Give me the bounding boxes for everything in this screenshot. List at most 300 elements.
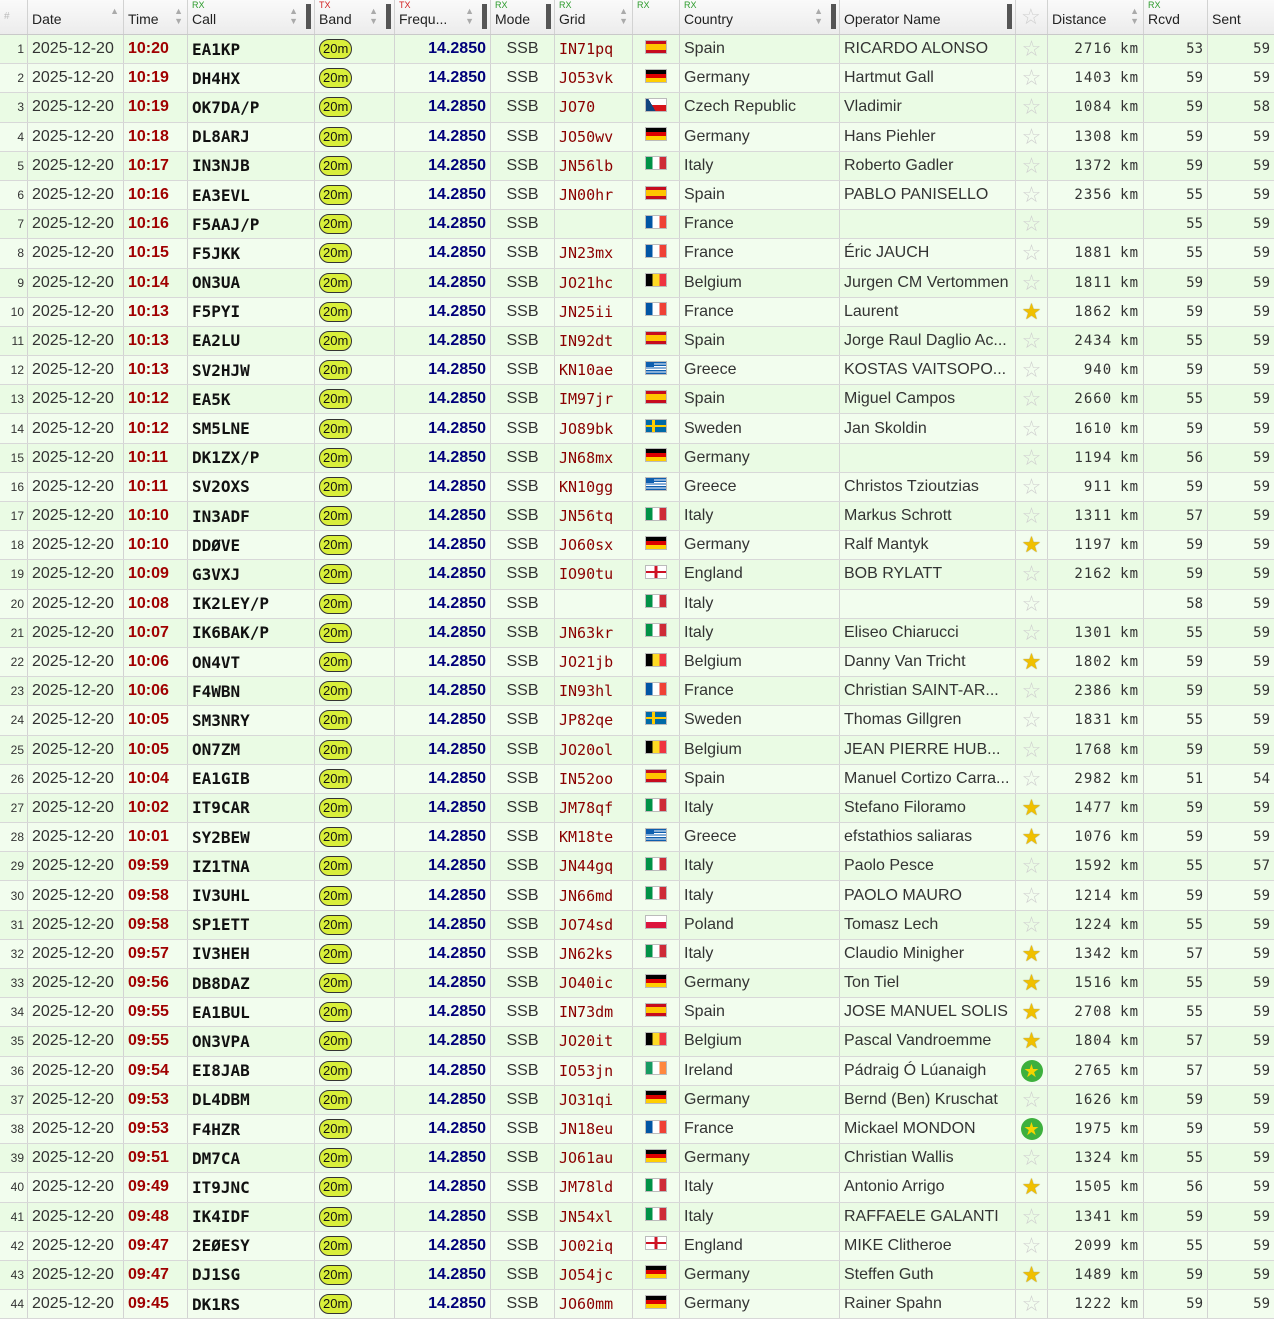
callsign-cell[interactable]: F5AAJ/P [188,210,315,238]
column-header-band[interactable]: TX Band ▲ ▼ [315,0,395,34]
frequency-cell: 14.2850 [395,1057,491,1085]
band-badge: 20m [319,944,352,964]
favorite-star-icon[interactable]: ★ [1021,970,1042,996]
band-badge: 20m [319,827,352,847]
table-row[interactable] [0,881,1274,910]
table-row[interactable] [0,385,1274,414]
favorite-cell[interactable] [1016,444,1048,472]
column-header-grid[interactable]: RX Grid ▲ ▼ [555,0,633,34]
band-cell [315,385,395,413]
callsign-cell[interactable]: F5PYI [188,298,315,326]
table-row[interactable] [0,327,1274,356]
distance-value: 1214 [1074,887,1113,904]
row-index: 41 [0,1203,28,1231]
favorite-star-empty-icon[interactable]: ☆ [1021,240,1042,266]
frequency-cell: 14.2850 [395,473,491,501]
sent-report-cell: 59 [1253,829,1270,846]
favorite-cell[interactable] [1016,1057,1048,1085]
band-cell [315,940,395,968]
favorite-cell[interactable] [1016,1203,1048,1231]
table-row[interactable] [0,414,1274,443]
callsign-cell[interactable]: EA1GIB [188,765,315,793]
favorite-cell[interactable] [1016,881,1048,909]
time-cell: 09:47 [124,1232,188,1260]
favorite-cell[interactable] [1016,969,1048,997]
favorite-cell[interactable] [1016,35,1048,63]
callsign-cell[interactable]: DK1ZX/P [188,444,315,472]
column-resize-handle[interactable] [1007,4,1012,29]
row-index: 9 [0,269,28,297]
favorite-cell[interactable] [1016,998,1048,1026]
column-header-country[interactable]: RX Country ▲ ▼ [680,0,840,34]
table-row[interactable] [0,1144,1274,1173]
favorite-star-icon[interactable]: ★ [1021,824,1042,850]
sort-icon[interactable]: ▲ ▼ [619,6,628,26]
favorite-star-empty-icon[interactable]: ☆ [1021,503,1042,529]
favorite-star-empty-icon[interactable]: ☆ [1021,736,1042,762]
callsign-cell[interactable]: DH4HX [188,64,315,92]
favorite-star-icon[interactable]: ★ [1021,794,1042,820]
flag-cell [633,852,680,880]
favorite-star-empty-icon[interactable]: ☆ [1021,327,1042,353]
favorite-star-icon[interactable]: ★ [1021,649,1042,675]
flag-cell [633,1144,680,1172]
germany-flag-icon [645,69,667,88]
band-cell [315,239,395,267]
favorite-star-empty-icon[interactable]: ☆ [1021,123,1042,149]
favorite-cell[interactable] [1016,1173,1048,1201]
favorite-cell[interactable] [1016,940,1048,968]
favorite-cell[interactable] [1016,706,1048,734]
operator-name-cell: JOSE MANUEL SOLIS [840,998,1016,1026]
callsign-cell[interactable]: EA2LU [188,327,315,355]
favorite-cell[interactable] [1016,181,1048,209]
favorite-cell[interactable] [1016,911,1048,939]
callsign-cell[interactable]: SY2BEW [188,823,315,851]
sort-asc-icon[interactable]: ▲ [110,6,119,16]
table-row[interactable] [0,239,1274,268]
callsign-cell[interactable]: EA5K [188,385,315,413]
favorite-star-empty-icon[interactable]: ☆ [1021,590,1042,616]
column-resize-handle[interactable] [386,4,391,29]
favorite-cell[interactable] [1016,1086,1048,1114]
callsign-cell[interactable]: DL4DBM [188,1086,315,1114]
favorite-cell[interactable] [1016,1115,1048,1143]
table-row[interactable] [0,911,1274,940]
frequency-cell: 14.2850 [395,93,491,121]
sort-icon[interactable]: ▲ ▼ [289,6,298,26]
germany-flag-icon [645,448,667,467]
callsign-cell[interactable]: DK1RS [188,1290,315,1318]
column-header-call[interactable]: RX Call ▲ ▼ [188,0,315,34]
table-row[interactable] [0,152,1274,181]
rcvd-report-cell: 59 [1144,298,1208,326]
favorite-cell[interactable] [1016,1027,1048,1055]
callsign-cell[interactable]: EA1KP [188,35,315,63]
callsign-cell[interactable]: IN3NJB [188,152,315,180]
favorite-star-empty-icon[interactable]: ☆ [1021,707,1042,733]
column-header-flag[interactable]: RX [633,0,680,34]
favorite-cell[interactable] [1016,298,1048,326]
row-index: 27 [0,794,28,822]
favorite-cell[interactable] [1016,502,1048,530]
favorite-cell[interactable] [1016,385,1048,413]
callsign-cell[interactable]: SP1ETT [188,911,315,939]
mode-cell: SSB [491,1086,555,1114]
band-badge: 20m [319,886,352,906]
band-badge: 20m [319,273,352,293]
table-row[interactable] [0,93,1274,122]
callsign-cell[interactable]: IK2LEY/P [188,590,315,618]
table-row[interactable] [0,473,1274,502]
table-row[interactable] [0,35,1274,64]
favorite-cell[interactable] [1016,765,1048,793]
country-cell: Germany [680,123,840,151]
callsign-cell[interactable]: EI8JAB [188,1057,315,1085]
favorite-cell[interactable] [1016,823,1048,851]
distance-value: 1372 [1074,157,1113,174]
belgium-flag-icon [645,1032,667,1051]
favorite-star-empty-icon[interactable]: ☆ [1021,1203,1042,1229]
band-badge: 20m [319,185,352,205]
callsign-cell[interactable]: DJ1SG [188,1261,315,1289]
column-header-mode[interactable]: RX Mode [491,0,555,34]
favorite-cell[interactable] [1016,152,1048,180]
england-flag-icon [645,565,667,584]
band-badge: 20m [319,68,352,88]
france-flag-icon [645,682,667,701]
callsign-cell[interactable]: IZ1TNA [188,852,315,880]
callsign-cell[interactable]: IT9CAR [188,794,315,822]
favorite-star-icon[interactable]: ★ [1021,1174,1042,1200]
callsign-cell[interactable]: IK4IDF [188,1203,315,1231]
favorite-star-ring-icon[interactable]: ★ [1021,1060,1043,1082]
grid-cell: IO53jn [555,1057,633,1085]
czech-flag-icon [645,98,667,117]
frequency-cell: 14.2850 [395,648,491,676]
favorite-cell[interactable] [1016,794,1048,822]
favorite-cell[interactable] [1016,619,1048,647]
favorite-star-icon[interactable]: ★ [1021,1261,1042,1287]
favorite-star-icon[interactable]: ★ [1021,940,1042,966]
favorite-cell[interactable] [1016,239,1048,267]
time-cell: 10:06 [124,677,188,705]
table-row[interactable] [0,1057,1274,1086]
callsign-cell[interactable]: EA3EVL [188,181,315,209]
distance-value: 1626 [1074,1091,1113,1108]
distance-cell [1048,531,1144,559]
sort-icon[interactable]: ▲ ▼ [465,6,474,26]
mode-cell: SSB [491,210,555,238]
table-row[interactable] [0,298,1274,327]
distance-unit: km [1120,537,1139,554]
favorite-star-ring-icon[interactable]: ★ [1021,1118,1043,1140]
sort-icon[interactable]: ▲ ▼ [814,6,823,26]
column-header-distance[interactable]: Distance ▲ ▼ [1048,0,1144,34]
favorite-star-icon[interactable]: ★ [1021,999,1042,1025]
distance-unit: km [1120,741,1139,758]
table-row[interactable] [0,823,1274,852]
callsign-cell[interactable]: F4WBN [188,677,315,705]
distance-value: 1802 [1074,654,1113,671]
sort-icon[interactable]: ▲ ▼ [174,6,183,26]
frequency-cell: 14.2850 [395,794,491,822]
column-header-rcvd[interactable]: RX Rcvd [1144,0,1208,34]
table-row[interactable] [0,1027,1274,1056]
favorite-star-empty-icon[interactable]: ☆ [1021,152,1042,178]
sent-report-cell: 59 [1253,332,1270,349]
table-row[interactable] [0,531,1274,560]
band-cell [315,590,395,618]
favorite-star-empty-icon[interactable]: ☆ [1021,1145,1042,1171]
row-index: 12 [0,356,28,384]
country-cell: Czech Republic [680,93,840,121]
band-badge: 20m [319,1090,352,1110]
distance-unit: km [1120,41,1139,58]
callsign-cell[interactable]: IT9JNC [188,1173,315,1201]
column-resize-handle[interactable] [546,4,551,29]
sent-report-cell: 59 [1253,157,1270,174]
spain-flag-icon [645,331,667,350]
column-resize-handle[interactable] [482,4,487,29]
table-row[interactable] [0,940,1274,969]
table-row[interactable] [0,1115,1274,1144]
table-row[interactable] [0,736,1274,765]
sent-report-cell: 59 [1253,741,1270,758]
column-header-index[interactable]: # [0,0,28,34]
frequency-cell: 14.2850 [395,1232,491,1260]
callsign-cell[interactable]: ON7ZM [188,736,315,764]
column-header-time[interactable]: Time ▲ ▼ [124,0,188,34]
callsign-cell[interactable]: ON4VT [188,648,315,676]
table-row[interactable] [0,181,1274,210]
column-header-frequency[interactable]: TX Frequ... ▲ ▼ [395,0,491,34]
favorite-star-empty-icon[interactable]: ☆ [1021,911,1042,937]
table-row[interactable] [0,619,1274,648]
callsign-cell[interactable]: DL8ARJ [188,123,315,151]
table-row[interactable] [0,1232,1274,1261]
favorite-cell[interactable] [1016,648,1048,676]
band-badge: 20m [319,1294,352,1314]
favorite-cell[interactable] [1016,590,1048,618]
callsign-cell[interactable]: DM7CA [188,1144,315,1172]
favorite-cell[interactable] [1016,93,1048,121]
flag-cell [633,502,680,530]
operator-name-cell: PABLO PANISELLO [840,181,1016,209]
favorite-star-empty-icon[interactable]: ☆ [1021,882,1042,908]
favorite-cell[interactable] [1016,356,1048,384]
table-row[interactable] [0,765,1274,794]
callsign-cell[interactable]: EA1BUL [188,998,315,1026]
rcvd-report-cell: 59 [1144,1115,1208,1143]
favorite-star-empty-icon[interactable]: ☆ [1021,357,1042,383]
callsign-cell[interactable]: DDØVE [188,531,315,559]
favorite-star-empty-icon[interactable]: ☆ [1021,415,1042,441]
favorite-star-icon[interactable]: ★ [1021,1028,1042,1054]
table-row[interactable] [0,560,1274,589]
favorite-star-empty-icon[interactable]: ☆ [1021,853,1042,879]
callsign-cell[interactable]: ON3VPA [188,1027,315,1055]
favorite-star-empty-icon[interactable]: ☆ [1021,678,1042,704]
favorite-star-empty-icon[interactable]: ☆ [1021,269,1042,295]
favorite-star-empty-icon[interactable]: ☆ [1021,94,1042,120]
callsign-cell[interactable]: SM5LNE [188,414,315,442]
callsign-cell[interactable]: IN3ADF [188,502,315,530]
operator-name-cell: Thomas Gillgren [840,706,1016,734]
column-header-favorite[interactable] [1016,0,1048,34]
country-cell: Italy [680,881,840,909]
date-cell: 2025-12-20 [28,298,124,326]
callsign-cell[interactable]: IK6BAK/P [188,619,315,647]
row-index: 36 [0,1057,28,1085]
time-cell: 10:18 [124,123,188,151]
flag-cell [633,823,680,851]
favorite-star-empty-icon[interactable]: ☆ [1021,473,1042,499]
table-row[interactable] [0,852,1274,881]
callsign-cell[interactable]: OK7DA/P [188,93,315,121]
germany-flag-icon [645,1265,667,1284]
table-row[interactable] [0,794,1274,823]
callsign-cell[interactable]: G3VXJ [188,560,315,588]
favorite-cell[interactable] [1016,531,1048,559]
row-index: 1 [0,35,28,63]
column-header-date[interactable]: Date ▲ [28,0,124,34]
sort-icon[interactable]: ▲ ▼ [369,6,378,26]
favorite-star-empty-icon[interactable]: ☆ [1021,386,1042,412]
time-cell: 09:53 [124,1086,188,1114]
favorite-star-empty-icon[interactable]: ☆ [1021,36,1042,62]
flag-cell [633,1086,680,1114]
operator-name-cell: PAOLO MAURO [840,881,1016,909]
distance-cell [1048,1027,1144,1055]
callsign-cell[interactable]: SV2OXS [188,473,315,501]
distance-value: 2708 [1074,1004,1113,1021]
favorite-cell[interactable] [1016,64,1048,92]
callsign-cell[interactable]: F5JKK [188,239,315,267]
table-row[interactable] [0,1173,1274,1202]
table-row[interactable] [0,444,1274,473]
operator-name-cell: Jorge Raul Daglio Ac... [840,327,1016,355]
favorite-cell[interactable] [1016,1261,1048,1289]
table-row[interactable] [0,269,1274,298]
table-row[interactable] [0,590,1274,619]
favorite-cell[interactable] [1016,1232,1048,1260]
grid-cell: JN18eu [555,1115,633,1143]
distance-value: 1804 [1074,1033,1113,1050]
table-row[interactable] [0,356,1274,385]
table-row[interactable] [0,1086,1274,1115]
sort-icon[interactable]: ▲ ▼ [1130,6,1139,26]
favorite-star-empty-icon[interactable]: ☆ [1021,1232,1042,1258]
table-row[interactable] [0,1203,1274,1232]
table-row[interactable] [0,1290,1274,1319]
favorite-cell[interactable] [1016,677,1048,705]
favorite-cell[interactable] [1016,736,1048,764]
favorite-star-empty-icon[interactable]: ☆ [1021,1291,1042,1317]
favorite-star-empty-icon[interactable]: ☆ [1021,765,1042,791]
table-row[interactable] [0,123,1274,152]
table-row[interactable] [0,1261,1274,1290]
callsign-cell[interactable]: F4HZR [188,1115,315,1143]
callsign-cell[interactable]: DB8DAZ [188,969,315,997]
favorite-cell[interactable] [1016,123,1048,151]
frequency-cell: 14.2850 [395,269,491,297]
column-resize-handle[interactable] [831,4,836,29]
rcvd-report-cell: 55 [1144,239,1208,267]
favorite-star-icon[interactable]: ★ [1021,532,1042,558]
favorite-star-empty-icon[interactable]: ☆ [1021,182,1042,208]
favorite-star-empty-icon[interactable]: ☆ [1021,561,1042,587]
time-cell: 10:05 [124,736,188,764]
mode-cell: SSB [491,706,555,734]
callsign-cell[interactable]: IV3HEH [188,940,315,968]
favorite-star-empty-icon[interactable]: ☆ [1021,65,1042,91]
distance-cell [1048,560,1144,588]
distance-cell [1048,1057,1144,1085]
favorite-cell[interactable] [1016,1290,1048,1318]
time-cell: 09:54 [124,1057,188,1085]
favorite-star-icon[interactable]: ★ [1021,298,1042,324]
favorite-cell[interactable] [1016,269,1048,297]
grid-cell: JO20ol [555,736,633,764]
table-row[interactable] [0,998,1274,1027]
table-row[interactable] [0,677,1274,706]
callsign-cell[interactable]: SV2HJW [188,356,315,384]
favorite-star-empty-icon[interactable]: ☆ [1021,619,1042,645]
callsign-cell[interactable]: IV3UHL [188,881,315,909]
table-row[interactable] [0,502,1274,531]
favorite-cell[interactable] [1016,852,1048,880]
favorite-star-empty-icon[interactable]: ☆ [1021,211,1042,237]
rcvd-report-cell: 55 [1144,385,1208,413]
country-cell: Greece [680,823,840,851]
flag-cell [633,590,680,618]
mode-cell: SSB [491,269,555,297]
country-cell: France [680,298,840,326]
band-cell [315,1086,395,1114]
country-cell: Spain [680,327,840,355]
favorite-star-empty-icon[interactable]: ☆ [1021,444,1042,470]
callsign-cell[interactable]: SM3NRY [188,706,315,734]
table-row[interactable] [0,706,1274,735]
distance-unit: km [1120,157,1139,174]
table-row[interactable] [0,648,1274,677]
flag-cell [633,911,680,939]
favorite-cell[interactable] [1016,414,1048,442]
callsign-cell[interactable]: 2EØESY [188,1232,315,1260]
frequency-cell: 14.2850 [395,1115,491,1143]
band-badge: 20m [319,681,352,701]
distance-unit: km [1120,945,1139,962]
favorite-cell[interactable] [1016,560,1048,588]
table-row[interactable] [0,210,1274,239]
callsign-cell[interactable]: ON3UA [188,269,315,297]
favorite-cell[interactable] [1016,473,1048,501]
table-row[interactable] [0,969,1274,998]
column-resize-handle[interactable] [306,4,311,29]
favorite-cell[interactable] [1016,1144,1048,1172]
favorite-cell[interactable] [1016,210,1048,238]
column-header-sent[interactable]: Sent [1212,11,1241,27]
country-cell: Germany [680,531,840,559]
mode-cell: SSB [491,560,555,588]
rcvd-report-cell: 55 [1144,969,1208,997]
flag-cell [633,473,680,501]
favorite-cell[interactable] [1016,327,1048,355]
favorite-star-empty-icon[interactable]: ☆ [1021,1086,1042,1112]
table-row[interactable] [0,64,1274,93]
column-header-operator[interactable]: Operator Name [840,0,1016,34]
